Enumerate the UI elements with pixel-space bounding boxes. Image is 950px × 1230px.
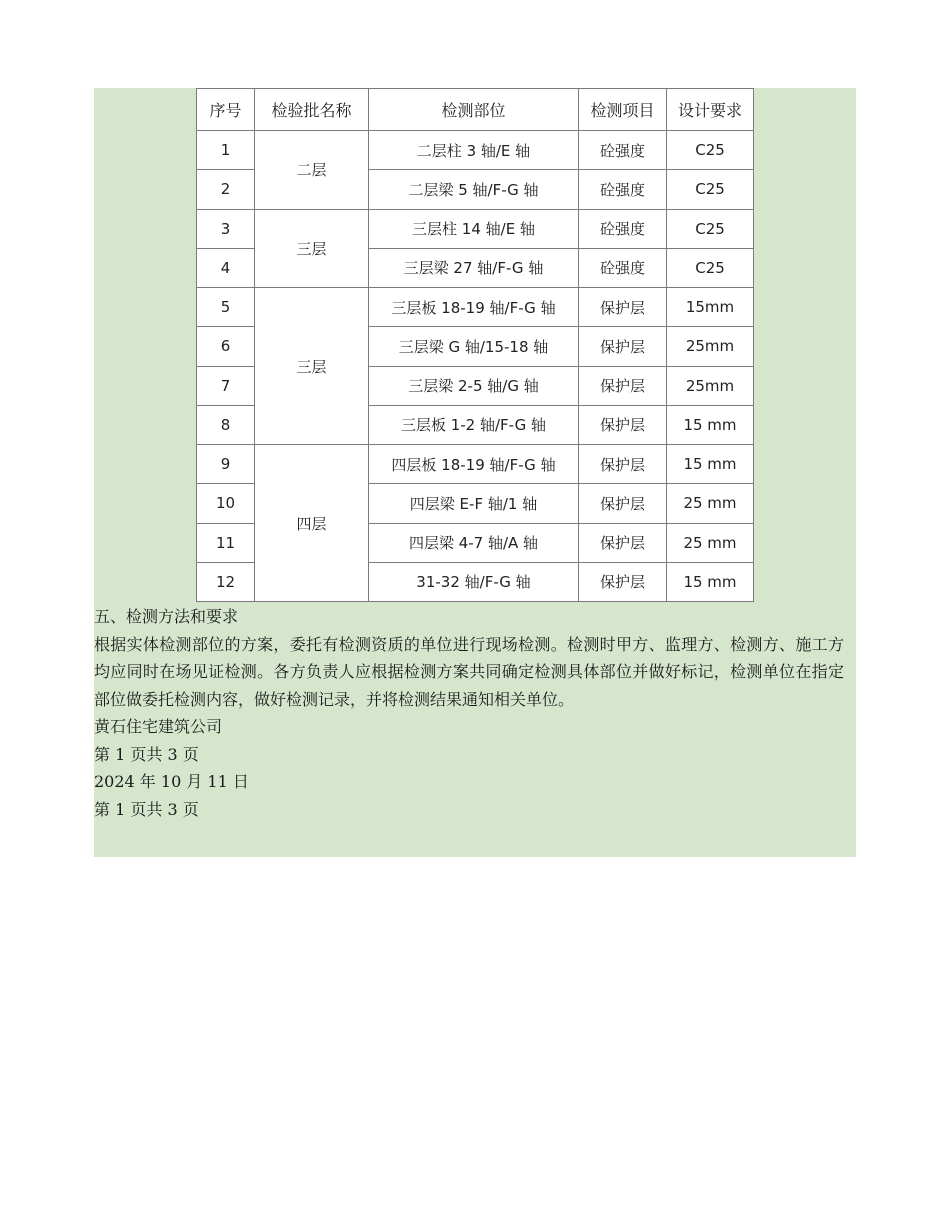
cell-no: 6 <box>197 327 255 366</box>
document-text <box>94 603 844 823</box>
cell-item: 砼强度 <box>579 209 667 248</box>
cell-requirement: 25 mm <box>667 484 754 523</box>
header-item: 检测项目 <box>579 89 667 131</box>
cell-location: 四层梁 4-7 轴/A 轴 <box>369 523 579 562</box>
cell-requirement: 15 mm <box>667 445 754 484</box>
page-info: 第 1 页共 3 页 <box>94 799 199 819</box>
cell-no: 5 <box>197 288 255 327</box>
page-info: 第 1 页共 3 页 <box>94 744 199 764</box>
cell-location: 四层板 18-19 轴/F-G 轴 <box>369 445 579 484</box>
cell-item: 保护层 <box>579 484 667 523</box>
header-location: 检测部位 <box>369 89 579 131</box>
cell-item: 砼强度 <box>579 170 667 209</box>
table-row <box>197 445 754 484</box>
cell-requirement: C25 <box>667 209 754 248</box>
document-date: 2024 年 10 月 11 日 <box>94 772 249 791</box>
cell-requirement: C25 <box>667 131 754 170</box>
header-batch: 检验批名称 <box>255 89 369 131</box>
section-body: 根据实体检测部位的方案，委托有检测资质的单位进行现场检测。检测时甲方、监理方、检测方、施工方均应同时在场见证检测。各方负责人应根据检测方案共同确定检测具体部位并做好标记，检测单位在指定部位做委托检测内容，做好检测记录，并将检测结果通知相关单位。 <box>94 634 844 709</box>
cell-no: 12 <box>197 562 255 601</box>
cell-location: 三层梁 G 轴/15-18 轴 <box>369 327 579 366</box>
table-header-row <box>197 89 754 131</box>
cell-batch: 二层 <box>255 131 369 210</box>
cell-item: 保护层 <box>579 366 667 405</box>
cell-location: 31-32 轴/F-G 轴 <box>369 562 579 601</box>
cell-item: 砼强度 <box>579 131 667 170</box>
section-heading: 五、检测方法和要求 <box>94 607 239 626</box>
cell-item: 保护层 <box>579 405 667 444</box>
table-row <box>197 131 754 170</box>
inspection-table-image <box>196 88 753 602</box>
cell-item: 保护层 <box>579 327 667 366</box>
cell-batch: 四层 <box>255 445 369 602</box>
cell-location: 三层梁 2-5 轴/G 轴 <box>369 366 579 405</box>
cell-location: 三层板 1-2 轴/F-G 轴 <box>369 405 579 444</box>
cell-location: 四层梁 E-F 轴/1 轴 <box>369 484 579 523</box>
company-name: 黄石住宅建筑公司 <box>94 717 223 736</box>
cell-requirement: 15 mm <box>667 405 754 444</box>
cell-no: 8 <box>197 405 255 444</box>
table-row <box>197 288 754 327</box>
cell-requirement: 25mm <box>667 327 754 366</box>
cell-requirement: 25mm <box>667 366 754 405</box>
inspection-table <box>196 88 754 602</box>
header-requirement: 设计要求 <box>667 89 754 131</box>
cell-location: 二层柱 3 轴/E 轴 <box>369 131 579 170</box>
cell-requirement: 15mm <box>667 288 754 327</box>
cell-requirement: C25 <box>667 248 754 287</box>
cell-location: 三层柱 14 轴/E 轴 <box>369 209 579 248</box>
cell-location: 二层梁 5 轴/F-G 轴 <box>369 170 579 209</box>
cell-batch: 三层 <box>255 209 369 288</box>
cell-item: 保护层 <box>579 445 667 484</box>
cell-requirement: 15 mm <box>667 562 754 601</box>
cell-item: 保护层 <box>579 562 667 601</box>
header-no: 序号 <box>197 89 255 131</box>
cell-no: 7 <box>197 366 255 405</box>
cell-no: 4 <box>197 248 255 287</box>
cell-no: 9 <box>197 445 255 484</box>
table-row <box>197 209 754 248</box>
cell-location: 三层板 18-19 轴/F-G 轴 <box>369 288 579 327</box>
cell-item: 砼强度 <box>579 248 667 287</box>
cell-no: 10 <box>197 484 255 523</box>
cell-requirement: C25 <box>667 170 754 209</box>
cell-no: 11 <box>197 523 255 562</box>
cell-batch: 三层 <box>255 288 369 445</box>
cell-no: 3 <box>197 209 255 248</box>
cell-no: 2 <box>197 170 255 209</box>
cell-item: 保护层 <box>579 288 667 327</box>
cell-item: 保护层 <box>579 523 667 562</box>
cell-no: 1 <box>197 131 255 170</box>
cell-location: 三层梁 27 轴/F-G 轴 <box>369 248 579 287</box>
cell-requirement: 25 mm <box>667 523 754 562</box>
